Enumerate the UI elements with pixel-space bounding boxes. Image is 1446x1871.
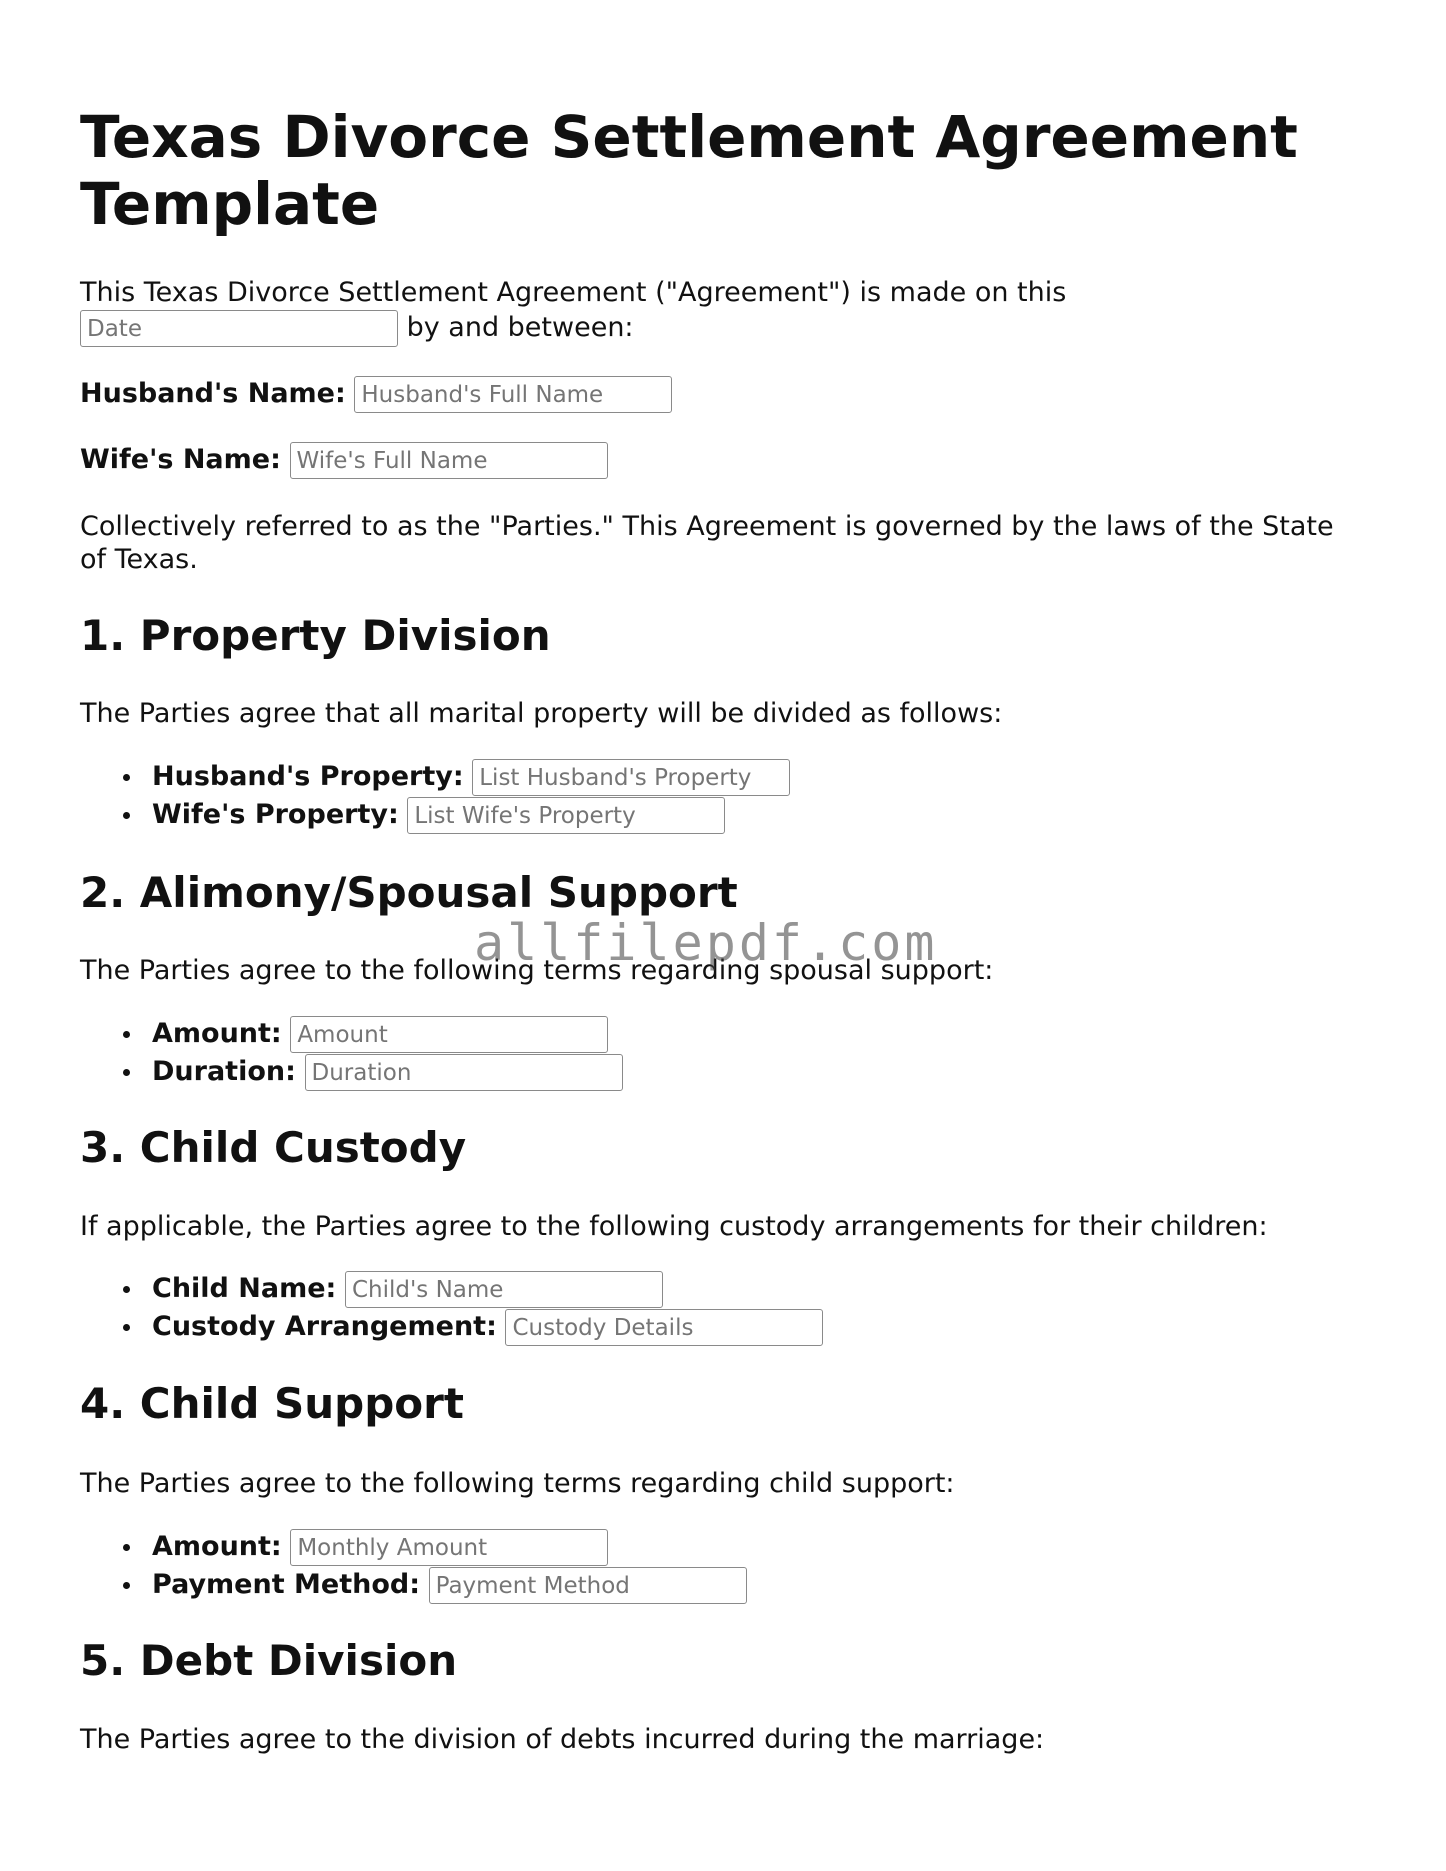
child-support-amount-label: Amount: xyxy=(152,1531,282,1562)
husband-property-field[interactable] xyxy=(472,759,790,796)
intro-paragraph xyxy=(80,276,1370,347)
list-item xyxy=(152,1270,823,1308)
watermark: allfilepdf.com xyxy=(474,914,938,972)
child-support-list xyxy=(80,1528,747,1604)
list-item xyxy=(152,1566,747,1604)
alimony-duration-label: Duration: xyxy=(152,1056,296,1087)
section-heading-child-support: 4. Child Support xyxy=(80,1379,464,1428)
payment-method-label: Payment Method: xyxy=(152,1569,421,1600)
wife-name-label: Wife's Name: xyxy=(80,444,281,475)
section-text-alimony: The Parties agree to the following terms regarding spousal support: xyxy=(80,955,994,986)
property-list xyxy=(80,758,790,834)
section-heading-alimony: 2. Alimony/Spousal Support xyxy=(80,868,738,917)
list-item xyxy=(152,1528,747,1566)
wife-property-field[interactable] xyxy=(407,797,725,834)
wife-name-row xyxy=(80,442,1370,479)
husband-property-label: Husband's Property: xyxy=(152,761,464,792)
list-item xyxy=(152,1015,623,1053)
list-item xyxy=(152,1053,623,1091)
list-item xyxy=(152,1308,823,1346)
husband-name-label: Husband's Name: xyxy=(80,378,346,409)
list-item xyxy=(152,758,790,796)
child-name-label: Child Name: xyxy=(152,1273,337,1304)
section-heading-custody: 3. Child Custody xyxy=(80,1123,467,1172)
intro-text: This Texas Divorce Settlement Agreement ("Agreement") is made on this xyxy=(80,277,1067,308)
collective-paragraph: Collectively referred to as the "Parties." This Agreement is governed by the laws of the State of Texas. xyxy=(80,511,1334,575)
alimony-amount-field[interactable] xyxy=(290,1016,608,1053)
intro-text-after: by and between: xyxy=(406,312,634,343)
alimony-duration-field[interactable] xyxy=(305,1054,623,1091)
date-field[interactable] xyxy=(80,310,398,347)
alimony-list xyxy=(80,1015,623,1091)
wife-name-field[interactable] xyxy=(290,442,608,479)
custody-list xyxy=(80,1270,823,1346)
section-text-debt: The Parties agree to the division of debts incurred during the marriage: xyxy=(80,1724,1045,1755)
section-heading-property: 1. Property Division xyxy=(80,611,551,660)
custody-arrangement-label: Custody Arrangement: xyxy=(152,1311,497,1342)
custody-arrangement-field[interactable] xyxy=(505,1309,823,1346)
section-text-custody: If applicable, the Parties agree to the following custody arrangements for their children: xyxy=(80,1211,1268,1242)
child-support-amount-field[interactable] xyxy=(290,1529,608,1566)
wife-property-label: Wife's Property: xyxy=(152,799,399,830)
list-item xyxy=(152,796,790,834)
child-name-field[interactable] xyxy=(345,1271,663,1308)
section-heading-debt: 5. Debt Division xyxy=(80,1636,458,1685)
page-title: Texas Divorce Settlement Agreement Template xyxy=(80,103,1298,238)
husband-name-field[interactable] xyxy=(354,376,672,413)
section-text-child-support: The Parties agree to the following terms regarding child support: xyxy=(80,1468,955,1499)
payment-method-field[interactable] xyxy=(429,1567,747,1604)
husband-name-row xyxy=(80,376,1370,413)
section-text-property: The Parties agree that all marital property will be divided as follows: xyxy=(80,698,1003,729)
alimony-amount-label: Amount: xyxy=(152,1018,282,1049)
